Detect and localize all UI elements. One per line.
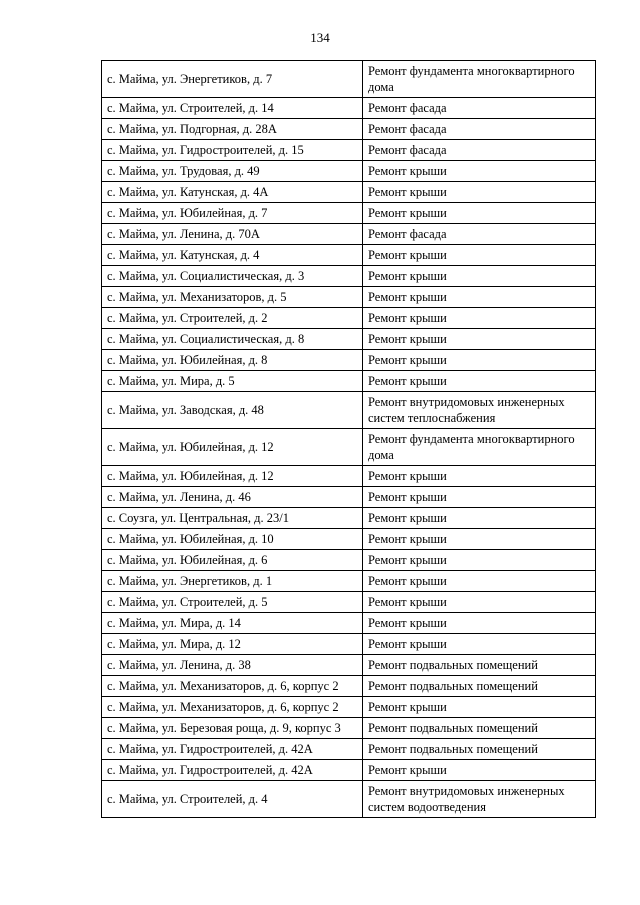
work-type-cell: Ремонт фундамента многоквартирного дома <box>363 61 596 98</box>
address-cell: с. Майма, ул. Механизаторов, д. 5 <box>102 287 363 308</box>
address-cell: с. Майма, ул. Юбилейная, д. 8 <box>102 350 363 371</box>
address-cell: с. Майма, ул. Строителей, д. 4 <box>102 781 363 818</box>
address-cell: с. Майма, ул. Ленина, д. 46 <box>102 487 363 508</box>
address-cell: с. Майма, ул. Мира, д. 12 <box>102 634 363 655</box>
work-type-cell: Ремонт крыши <box>363 529 596 550</box>
work-type-cell: Ремонт крыши <box>363 487 596 508</box>
address-cell: с. Майма, ул. Катунская, д. 4 <box>102 245 363 266</box>
work-type-cell: Ремонт крыши <box>363 760 596 781</box>
address-cell: с. Майма, ул. Ленина, д. 38 <box>102 655 363 676</box>
table-row <box>102 98 596 119</box>
address-cell: с. Майма, ул. Мира, д. 5 <box>102 371 363 392</box>
work-type-cell: Ремонт фасада <box>363 224 596 245</box>
table-row <box>102 392 596 429</box>
work-type-cell: Ремонт фасада <box>363 140 596 161</box>
address-cell: с. Майма, ул. Ленина, д. 70А <box>102 224 363 245</box>
work-type-cell: Ремонт крыши <box>363 203 596 224</box>
page-number: 134 <box>310 30 330 45</box>
work-type-cell: Ремонт крыши <box>363 308 596 329</box>
work-type-cell: Ремонт внутридомовых инженерных систем теплоснабжения <box>363 392 596 429</box>
table-row <box>102 119 596 140</box>
address-cell: с. Майма, ул. Березовая роща, д. 9, корпус 3 <box>102 718 363 739</box>
table-row <box>102 634 596 655</box>
address-cell: с. Майма, ул. Гидростроителей, д. 42А <box>102 760 363 781</box>
work-type-cell: Ремонт крыши <box>363 182 596 203</box>
work-type-cell: Ремонт крыши <box>363 571 596 592</box>
work-type-cell: Ремонт подвальных помещений <box>363 739 596 760</box>
address-cell: с. Майма, ул. Социалистическая, д. 3 <box>102 266 363 287</box>
table-row <box>102 781 596 818</box>
work-type-cell: Ремонт крыши <box>363 550 596 571</box>
table-row <box>102 308 596 329</box>
table-row <box>102 697 596 718</box>
table-row <box>102 371 596 392</box>
work-type-cell: Ремонт крыши <box>363 466 596 487</box>
table-row <box>102 182 596 203</box>
work-type-cell: Ремонт крыши <box>363 592 596 613</box>
address-cell: с. Майма, ул. Катунская, д. 4А <box>102 182 363 203</box>
table-row <box>102 350 596 371</box>
address-cell: с. Майма, ул. Юбилейная, д. 6 <box>102 550 363 571</box>
table-row <box>102 329 596 350</box>
work-type-cell: Ремонт крыши <box>363 266 596 287</box>
work-type-cell: Ремонт крыши <box>363 245 596 266</box>
table-row <box>102 266 596 287</box>
address-cell: с. Майма, ул. Заводская, д. 48 <box>102 392 363 429</box>
address-cell: с. Майма, ул. Юбилейная, д. 12 <box>102 429 363 466</box>
address-cell: с. Майма, ул. Механизаторов, д. 6, корпус 2 <box>102 697 363 718</box>
work-type-cell: Ремонт фасада <box>363 119 596 140</box>
work-type-cell: Ремонт крыши <box>363 697 596 718</box>
table-body <box>102 61 596 818</box>
address-cell: с. Майма, ул. Социалистическая, д. 8 <box>102 329 363 350</box>
table-row <box>102 718 596 739</box>
table-row <box>102 508 596 529</box>
address-cell: с. Майма, ул. Строителей, д. 5 <box>102 592 363 613</box>
address-cell: с. Майма, ул. Энергетиков, д. 7 <box>102 61 363 98</box>
table-row <box>102 245 596 266</box>
repair-registry-table <box>101 60 596 818</box>
table-row <box>102 760 596 781</box>
work-type-cell: Ремонт подвальных помещений <box>363 655 596 676</box>
work-type-cell: Ремонт фасада <box>363 98 596 119</box>
table-row <box>102 466 596 487</box>
address-cell: с. Майма, ул. Юбилейная, д. 7 <box>102 203 363 224</box>
table-row <box>102 429 596 466</box>
work-type-cell: Ремонт подвальных помещений <box>363 718 596 739</box>
table-row <box>102 676 596 697</box>
address-cell: с. Майма, ул. Мира, д. 14 <box>102 613 363 634</box>
address-cell: с. Майма, ул. Энергетиков, д. 1 <box>102 571 363 592</box>
address-cell: с. Майма, ул. Строителей, д. 2 <box>102 308 363 329</box>
table-row <box>102 61 596 98</box>
address-cell: с. Майма, ул. Строителей, д. 14 <box>102 98 363 119</box>
table-row <box>102 739 596 760</box>
address-cell: с. Майма, ул. Юбилейная, д. 12 <box>102 466 363 487</box>
work-type-cell: Ремонт крыши <box>363 161 596 182</box>
table-row <box>102 287 596 308</box>
address-cell: с. Майма, ул. Подгорная, д. 28А <box>102 119 363 140</box>
table-row <box>102 592 596 613</box>
table-row <box>102 613 596 634</box>
work-type-cell: Ремонт крыши <box>363 508 596 529</box>
address-cell: с. Майма, ул. Трудовая, д. 49 <box>102 161 363 182</box>
address-cell: с. Майма, ул. Гидростроителей, д. 42А <box>102 739 363 760</box>
table-row <box>102 161 596 182</box>
address-cell: с. Майма, ул. Юбилейная, д. 10 <box>102 529 363 550</box>
work-type-cell: Ремонт фундамента многоквартирного дома <box>363 429 596 466</box>
work-type-cell: Ремонт подвальных помещений <box>363 676 596 697</box>
table-row <box>102 571 596 592</box>
work-type-cell: Ремонт крыши <box>363 371 596 392</box>
table-row <box>102 203 596 224</box>
table-row <box>102 655 596 676</box>
table-row <box>102 140 596 161</box>
work-type-cell: Ремонт крыши <box>363 350 596 371</box>
work-type-cell: Ремонт внутридомовых инженерных систем водоотведения <box>363 781 596 818</box>
work-type-cell: Ремонт крыши <box>363 329 596 350</box>
address-cell: с. Соузга, ул. Центральная, д. 23/1 <box>102 508 363 529</box>
table-row <box>102 224 596 245</box>
work-type-cell: Ремонт крыши <box>363 634 596 655</box>
address-cell: с. Майма, ул. Механизаторов, д. 6, корпус 2 <box>102 676 363 697</box>
table-row <box>102 487 596 508</box>
table-row <box>102 529 596 550</box>
work-type-cell: Ремонт крыши <box>363 613 596 634</box>
table-row <box>102 550 596 571</box>
work-type-cell: Ремонт крыши <box>363 287 596 308</box>
address-cell: с. Майма, ул. Гидростроителей, д. 15 <box>102 140 363 161</box>
